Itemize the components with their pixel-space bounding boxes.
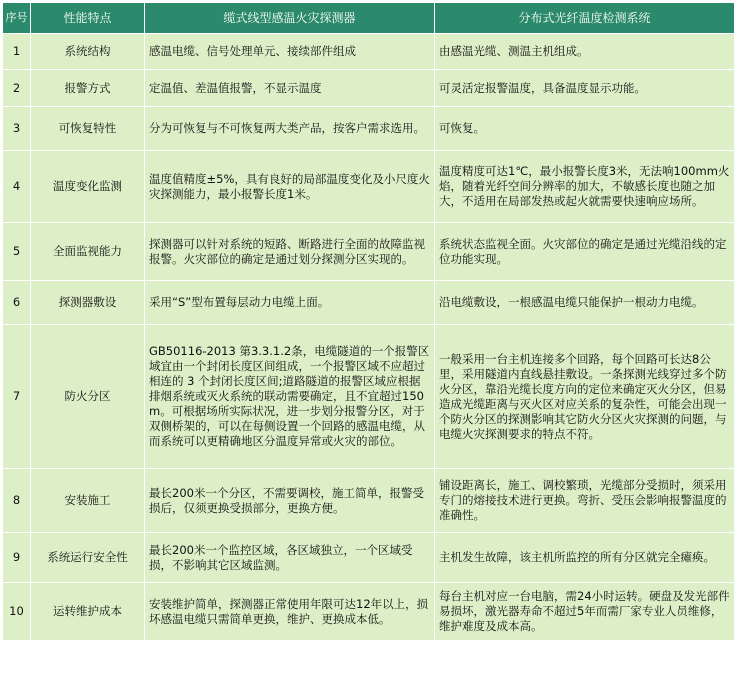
- table-row: [3, 151, 735, 223]
- comparison-table: [2, 2, 735, 641]
- row-number: 9: [3, 533, 31, 583]
- row-number: 6: [3, 281, 31, 325]
- row-number: 2: [3, 70, 31, 107]
- row-fiber-value: 温度精度可达1℃，最小报警长度3米，无法响100mm火焰，随着光纤空间分辨率的加大，不敏感长度也随之加大，不适用在局部发热或起火就需要快速响应场所。: [435, 151, 735, 223]
- row-cable-value: GB50116-2013 第3.3.1.2条，电缆隧道的一个报警区域宜由一个封闭长度区间组成，一个报警区域不应超过相连的 3 个封闭长度区间;道路隧道的报警区域应根据排烟系统或灭火系统的联动需要确定，且不宜超过150m。可根据场所实际状况，进一步划分报警分区，对于双侧桥架的，可以在每侧设置一个回路的感温电缆，从而系统可以更精确地区分温度异常或火灾的部位。: [145, 325, 435, 469]
- row-fiber-value: 系统状态监视全面。火灾部位的确定是通过光缆沿线的定位功能实现。: [435, 223, 735, 281]
- row-feature: 系统运行安全性: [31, 533, 145, 583]
- header-serial-number: 序号: [3, 3, 31, 34]
- row-number: 7: [3, 325, 31, 469]
- row-fiber-value: 每台主机对应一台电脑，需24小时运转。硬盘及发光部件易损坏，激光器寿命不超过5年而需厂家专业人员维修，维护难度及成本高。: [435, 583, 735, 641]
- header-cable-detector: 缆式线型感温火灾探测器: [145, 3, 435, 34]
- comparison-table-wrapper: [2, 2, 734, 641]
- table-row: [3, 325, 735, 469]
- row-number: 3: [3, 107, 31, 151]
- row-number: 10: [3, 583, 31, 641]
- header-feature: 性能特点: [31, 3, 145, 34]
- row-cable-value: 温度值精度±5%，具有良好的局部温度变化及小尺度火灾探测能力，最小报警长度1米。: [145, 151, 435, 223]
- row-number: 8: [3, 469, 31, 533]
- row-number: 1: [3, 34, 31, 70]
- table-row: [3, 223, 735, 281]
- row-feature: 温度变化监测: [31, 151, 145, 223]
- row-cable-value: 定温值、差温值报警，不显示温度: [145, 70, 435, 107]
- row-feature: 可恢复特性: [31, 107, 145, 151]
- row-cable-value: 探测器可以针对系统的短路、断路进行全面的故障监视报警。火灾部位的确定是通过划分探测分区实现的。: [145, 223, 435, 281]
- row-cable-value: 感温电缆、信号处理单元、接续部件组成: [145, 34, 435, 70]
- table-row: [3, 533, 735, 583]
- row-fiber-value: 可灵活定报警温度，具备温度显示功能。: [435, 70, 735, 107]
- header-fiber-system: 分布式光纤温度检测系统: [435, 3, 735, 34]
- table-header-row: [3, 3, 735, 34]
- row-feature: 系统结构: [31, 34, 145, 70]
- row-fiber-value: 沿电缆敷设，一根感温电缆只能保护一根动力电缆。: [435, 281, 735, 325]
- row-fiber-value: 主机发生故障，该主机所监控的所有分区就完全瘫痪。: [435, 533, 735, 583]
- row-feature: 安装施工: [31, 469, 145, 533]
- row-feature: 探测器敷设: [31, 281, 145, 325]
- row-feature: 运转维护成本: [31, 583, 145, 641]
- row-feature: 报警方式: [31, 70, 145, 107]
- row-number: 4: [3, 151, 31, 223]
- row-number: 5: [3, 223, 31, 281]
- row-fiber-value: 一般采用一台主机连接多个回路，每个回路可长达8公里，采用隧道内直线悬挂敷设。一条探测光线穿过多个防火分区，靠沿光缆长度方向的定位来确定灭火分区，但易造成光缆距离与灭火区对应关系的复杂性，可能会出现一个防火分区的探测影响其它防火分区火灾探测的问题，与电缆火灾探测要求的特点不符。: [435, 325, 735, 469]
- row-cable-value: 分为可恢复与不可恢复两大类产品，按客户需求选用。: [145, 107, 435, 151]
- table-row: [3, 70, 735, 107]
- row-feature: 防火分区: [31, 325, 145, 469]
- row-cable-value: 安装维护简单，探测器正常使用年限可达12年以上，损坏感温电缆只需简单更换，维护、更换成本低。: [145, 583, 435, 641]
- table-row: [3, 107, 735, 151]
- row-cable-value: 最长200米一个分区，不需要调校，施工简单，报警受损后，仅须更换受损部分，更换方便。: [145, 469, 435, 533]
- table-row: [3, 469, 735, 533]
- table-row: [3, 34, 735, 70]
- table-row: [3, 583, 735, 641]
- row-fiber-value: 铺设距离长，施工、调校繁琐，光缆部分受损时，须采用专门的熔接技术进行更换。弯折、受压会影响报警温度的准确性。: [435, 469, 735, 533]
- row-cable-value: 最长200米一个监控区域，各区域独立，一个区域受损，不影响其它区域监测。: [145, 533, 435, 583]
- table-row: [3, 281, 735, 325]
- row-fiber-value: 由感温光缆、测温主机组成。: [435, 34, 735, 70]
- row-fiber-value: 可恢复。: [435, 107, 735, 151]
- row-cable-value: 采用“S”型布置每层动力电缆上面。: [145, 281, 435, 325]
- row-feature: 全面监视能力: [31, 223, 145, 281]
